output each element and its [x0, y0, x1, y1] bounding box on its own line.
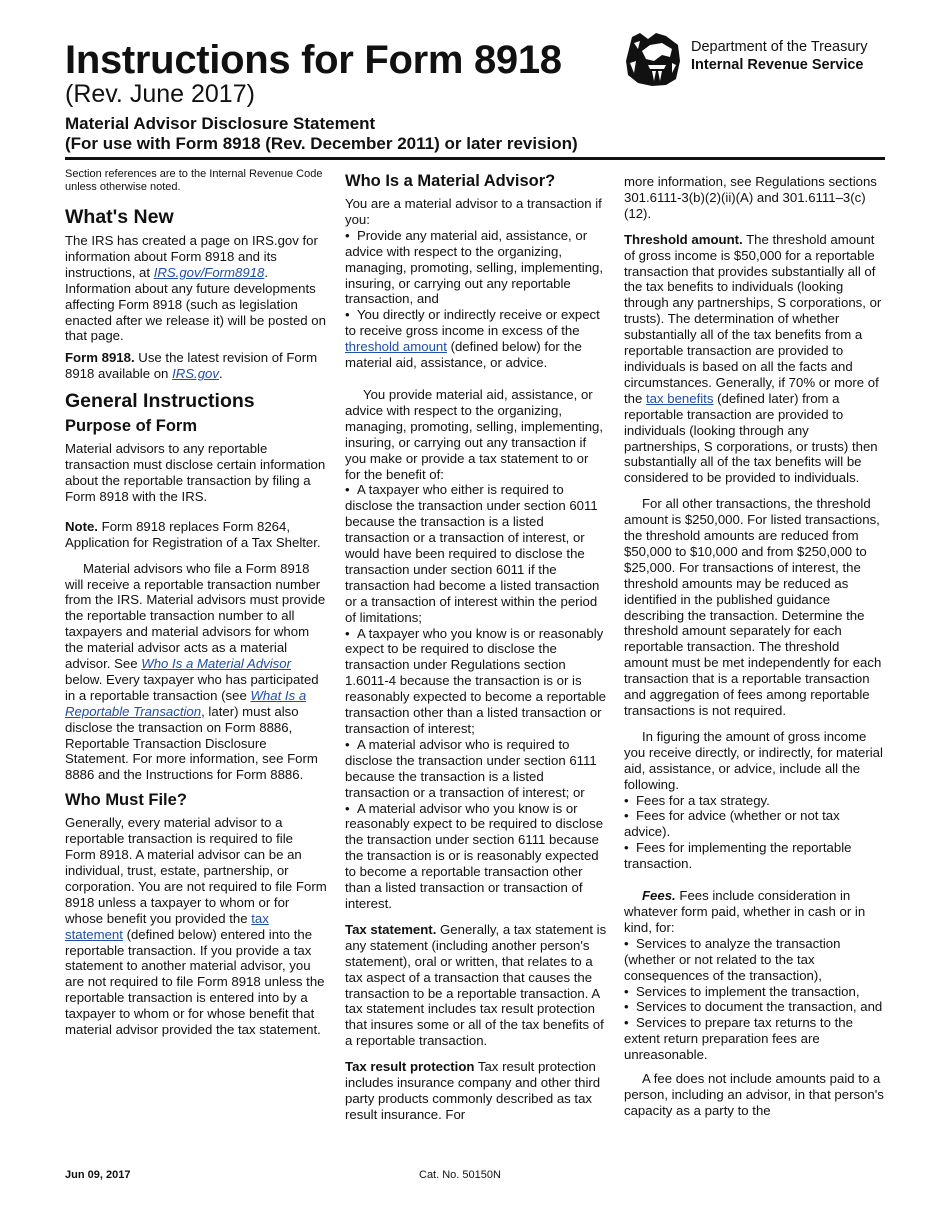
header-rule — [65, 157, 885, 160]
revision-date: (Rev. June 2017) — [65, 80, 255, 108]
catalog-number: Cat. No. 50150N — [419, 1169, 501, 1181]
purpose-heading: Purpose of Form — [65, 417, 198, 436]
tax-statement-link[interactable]: tax statement — [65, 910, 269, 942]
subtitle-line-2: (For use with Form 8918 (Rev. December 2011) or later revision) — [65, 134, 578, 153]
reportable-transaction-link[interactable]: What Is a Reportable Transaction — [65, 687, 307, 719]
list-item: • Services to analyze the transaction (whether or not related to the tax consequences of the transaction), — [624, 936, 886, 984]
irs-gov-link[interactable]: IRS.gov — [172, 366, 219, 382]
regulations-paragraph: more information, see Regulations sections 301.6111-3(b)(2)(ii)(A) and 301.6111–3(c)(12). — [624, 174, 877, 221]
list-item: • You directly or indirectly receive or expect to receive gross income in excess of the threshold amount (defined below) for the material aid, assistance, or advice. — [345, 307, 607, 371]
tax-benefits-link[interactable]: tax benefits — [646, 390, 714, 406]
list-item: • Provide any material aid, assistance, or advice with respect to the organizing, managing, promoting, selling, implementing, insuring, or carrying out any reportable transaction, and — [345, 228, 607, 308]
tax-result-protection-paragraph: Tax result protection Tax result protection includes insurance company and other third party products commonly described as tax result insurance. For — [345, 1059, 601, 1122]
figuring-income-paragraph: In figuring the amount of gross income you receive directly, or indirectly, for material aid, assistance, or advice, include all the following. — [624, 728, 883, 792]
footer-date: Jun 09, 2017 — [65, 1169, 131, 1181]
list-item: • A taxpayer who either is required to disclose the transaction under section 6011 because the transaction is a listed transaction or a transaction of interest, or would have been required to disclose the transaction under section 6011 if the transaction had become a listed transaction or a transaction of interest within the period of limitations; — [345, 482, 607, 625]
list-item: • A material advisor who is required to disclose the transaction under section 6111 because the transaction is a listed transaction or a transaction of interest; or — [345, 737, 607, 801]
tax-statement-paragraph: Tax statement. Generally, a tax statement is any statement (including another person's statement), oral or written, that relates to a tax aspect of a transaction that causes the transaction to be a reportable transaction. A tax statement includes tax result protection that insures some or all of the tax benefits of a reportable transaction. — [345, 921, 607, 1049]
provide-aid-paragraph: You provide material aid, assistance, or advice with respect to the organizing, managing, promoting, selling, implementing, insuring, or carrying out any transaction if you make or provide a tax statement to or for the benefit of: — [345, 386, 604, 482]
agency-block — [691, 38, 868, 74]
general-instructions-heading: General Instructions — [65, 390, 255, 413]
list-item: • Fees for a tax strategy. — [624, 793, 886, 809]
column-3 — [624, 168, 886, 1125]
who-must-file-paragraph: Generally, every material advisor to a reportable transaction is required to file Form 8918. A material advisor can be an individual, trust, estate, partnership, or corporation. You are not required to file Form 8918 unless a taxpayer to whom or for whose benefit you provided the tax statement (defined below) entered into the reportable transaction. If you provide a tax statement to another material advisor, you are not required to file Form 8918 unless the reportable transaction is entered into by a taxpayer to whom or for whose benefit that material advisor provided the tax statement. — [65, 815, 327, 1038]
irs-form8918-link[interactable]: IRS.gov/Form8918 — [153, 264, 265, 280]
list-item: • Services to document the transaction, and — [624, 999, 886, 1015]
threshold-paragraph: Threshold amount. The threshold amount of gross income is $50,000 for a reportable transaction that provides substantially all of the tax benefits to individuals (looking through any partnerships, S corporations, or trusts). The determination of whether substantially all of the tax benefits from a reportable transaction are provided to individuals is based on all the facts and circumstances. Generally, if 70% or more of the tax benefits (defined later) from a reportable transaction are provided to individuals (looking through any partnerships, S corporations, or trusts) then substantially all of the tax benefits will be considered to be provided to individuals. — [624, 231, 882, 486]
list-item: • A taxpayer who you know is or reasonably expect to be required to disclose the transaction under Regulations section 1.6011-4 because the transaction is or is reasonably expected to become a reportable transaction other than a listed transaction or transaction of interest; — [345, 626, 607, 737]
whats-new-heading: What's New — [65, 206, 174, 228]
department-name: Department of the Treasury — [691, 39, 868, 55]
irs-eagle-logo-icon — [622, 31, 684, 87]
section-references-note: Section references are to the Internal Revenue Code unless otherwise noted. — [65, 168, 323, 193]
column-2 — [345, 168, 607, 1129]
list-item: • Fees for implementing the reportable transaction. — [624, 840, 886, 872]
form-8918-paragraph: Form 8918. Use the latest revision of Form 8918 available on IRS.gov. — [65, 350, 318, 382]
who-must-file-heading: Who Must File? — [65, 791, 187, 810]
agency-name: Internal Revenue Service — [691, 57, 864, 73]
subtitle-line-1: Material Advisor Disclosure Statement — [65, 114, 376, 133]
material-advisor-heading: Who Is a Material Advisor? — [345, 172, 556, 190]
list-item: • Fees for advice (whether or not tax advice). — [624, 808, 886, 840]
purpose-paragraph: Material advisors to any reportable transaction must disclose certain information about the reportable transaction by filing a Form 8918 with the IRS. — [65, 441, 326, 504]
threshold-amount-link[interactable]: threshold amount — [345, 339, 447, 355]
list-item: • Services to prepare tax returns to the extent return preparation fees are unreasonable. — [624, 1015, 886, 1063]
fees-paragraph: Fees. Fees include consideration in whatever form paid, whether in cash or in kind, for: — [624, 888, 866, 935]
material-advisor-intro: You are a material advisor to a transaction if you: — [345, 196, 602, 227]
column-1 — [65, 168, 327, 1044]
whats-new-paragraph: The IRS has created a page on IRS.gov for information about Form 8918 and its instructions, at IRS.gov/Form8918. Information about any future developments affecting Form 8918 (such as legislation enacted after we release it) will be posted on that page. — [65, 233, 326, 344]
list-item: • A material advisor who you know is or reasonably expect to be required to disclose the transaction under section 6111 because the transaction is or is reasonably expected to become a reportable transaction other than a listed transaction or transaction of interest. — [345, 801, 607, 912]
advisors-paragraph: Material advisors who file a Form 8918 will receive a reportable transaction number from the IRS. Material advisors must provide the reportable transaction number to all taxpayers and material advisors for whom the material advisor acts as a material advisor. See Who Is a Material Advisor below. Every taxpayer who has participated in a reportable transaction (see What Is a Reportable Transaction, later) must also disclose the transaction on Form 8886, Reportable Transaction Disclosure Statement. For more information, see Form 8886 and the Instructions for Form 8886. — [65, 560, 326, 783]
note-paragraph: Note. Form 8918 replaces Form 8264, Application for Registration of a Tax Shelter. — [65, 518, 321, 550]
list-item: • Services to implement the transaction, — [624, 984, 886, 1000]
fee-exclusion-paragraph: A fee does not include amounts paid to a person, including an advisor, in that person's capacity as a party to the — [624, 1071, 884, 1118]
page-title: Instructions for Form 8918 — [65, 38, 562, 82]
material-advisor-link[interactable]: Who Is a Material Advisor — [141, 656, 291, 672]
other-transactions-paragraph: For all other transactions, the threshold amount is $250,000. For listed transactions, the threshold amounts are reduced from $50,000 to $10,000 and from $250,000 to $25,000. For transactions of interest, the threshold amounts may be reduced as identified in the published guidance describing the transaction. Determine the threshold amount separately for each reportable transaction. The threshold amount must be met independently for each transaction that is a reportable transaction and aggregation of fees among reportable transactions is not required. — [624, 496, 882, 718]
form-subtitle — [65, 114, 578, 154]
